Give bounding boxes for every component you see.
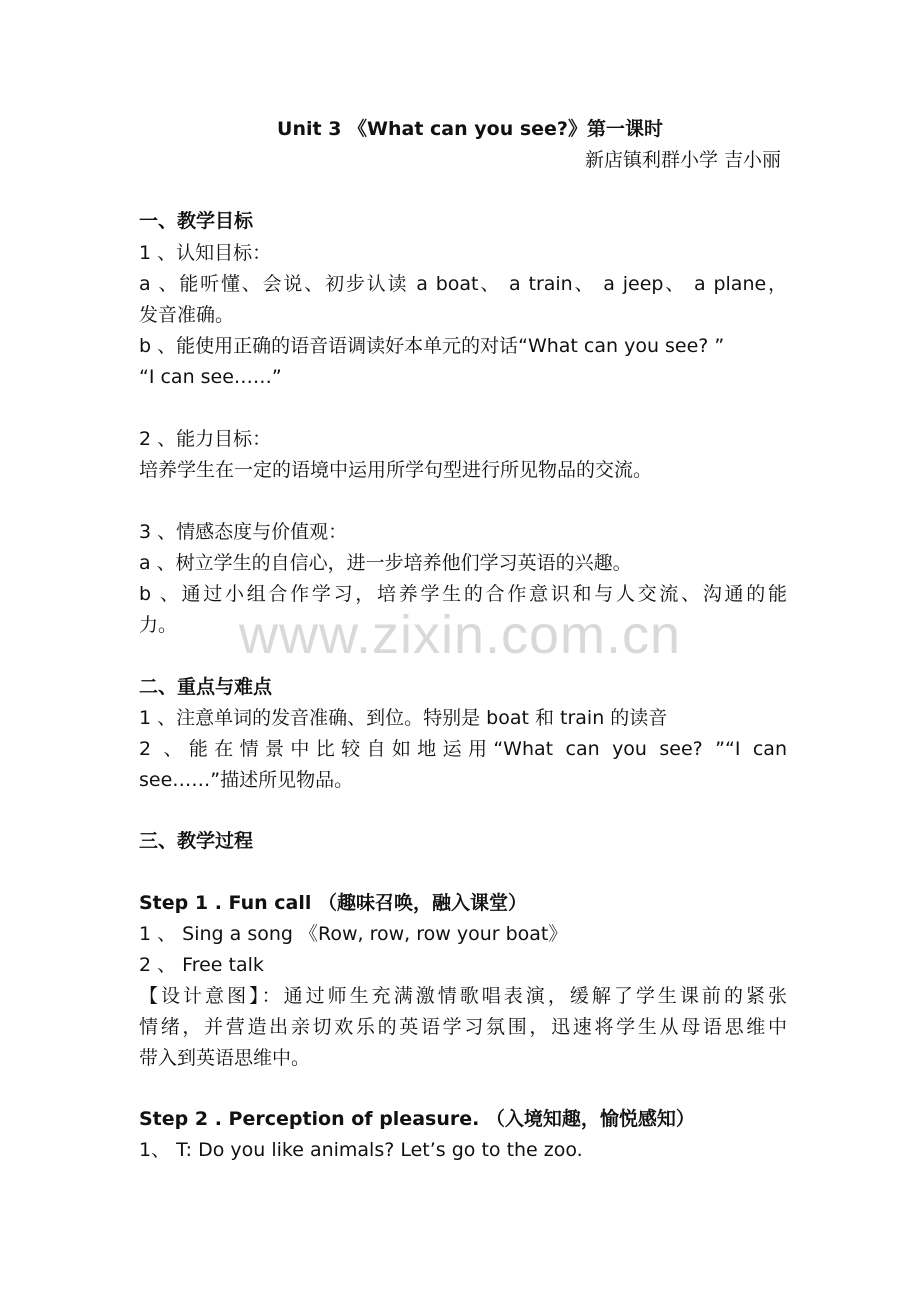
goal1-b-line2: “I can see……” — [139, 366, 282, 388]
section-heading-goals: 一、教学目标 — [139, 210, 254, 232]
keypoint-1: 1 、注意单词的发音准确、到位。特别是 boat 和 train 的读音 — [139, 707, 668, 729]
goal3-b-line2: 力。 — [139, 614, 178, 636]
step1-item1: 1 、 Sing a song 《Row, row, row your boat》 — [139, 923, 568, 945]
goal3-b-line1: b 、通过小组合作学习，培养学生的合作意识和与人交流、沟通的能 — [139, 583, 787, 605]
step1-intent-line2: 情绪，并营造出亲切欢乐的英语学习氛围，迅速将学生从母语思维中 — [139, 1016, 787, 1038]
goal2-text: 培养学生在一定的语境中运用所学句型进行所见物品的交流。 — [139, 459, 653, 481]
step1-title: Step 1 . Fun call （趣味召唤，融入课堂） — [139, 892, 527, 914]
watermark: www.zixin.com.cn — [238, 605, 682, 665]
step2-title: Step 2 . Perception of pleasure. （入境知趣，愉悦感知） — [139, 1108, 695, 1130]
goal3-a: a 、树立学生的自信心，进一步培养他们学习英语的兴趣。 — [139, 552, 632, 574]
step1-intent-line1: 【设计意图】：通过师生充满激情歌唱表演，缓解了学生课前的紧张 — [139, 985, 787, 1007]
goal3-label: 3 、情感态度与价值观： — [139, 521, 348, 543]
section-heading-keypoints: 二、重点与难点 — [139, 676, 273, 698]
keypoint-2-line2: see……”描述所见物品。 — [139, 769, 354, 791]
step1-intent-line3: 带入到英语思维中。 — [139, 1047, 311, 1069]
keypoint-2-line1: 2 、能在情景中比较自如地运用“What can you see? ”“I can — [139, 738, 787, 760]
author-line: 新店镇利群小学 吉小丽 — [584, 149, 781, 171]
section-heading-process: 三、教学过程 — [139, 830, 254, 852]
goal2-label: 2 、能力目标： — [139, 428, 272, 450]
goal1-b-line1: b 、能使用正确的语音语调读好本单元的对话“What can you see? ” — [139, 335, 725, 357]
goal1-a-line1: a 、能听懂、会说、初步认读 a boat、 a train、 a jeep、 a plane， — [139, 273, 787, 295]
step1-item2: 2 、 Free talk — [139, 954, 264, 976]
goal1-label: 1 、认知目标： — [139, 242, 272, 264]
goal1-a-line2: 发音准确。 — [139, 304, 235, 326]
step2-item1: 1、 T: Do you like animals? Let’s go to the zoo. — [139, 1139, 583, 1161]
document-title: Unit 3 《What can you see?》第一课时 — [277, 118, 663, 140]
